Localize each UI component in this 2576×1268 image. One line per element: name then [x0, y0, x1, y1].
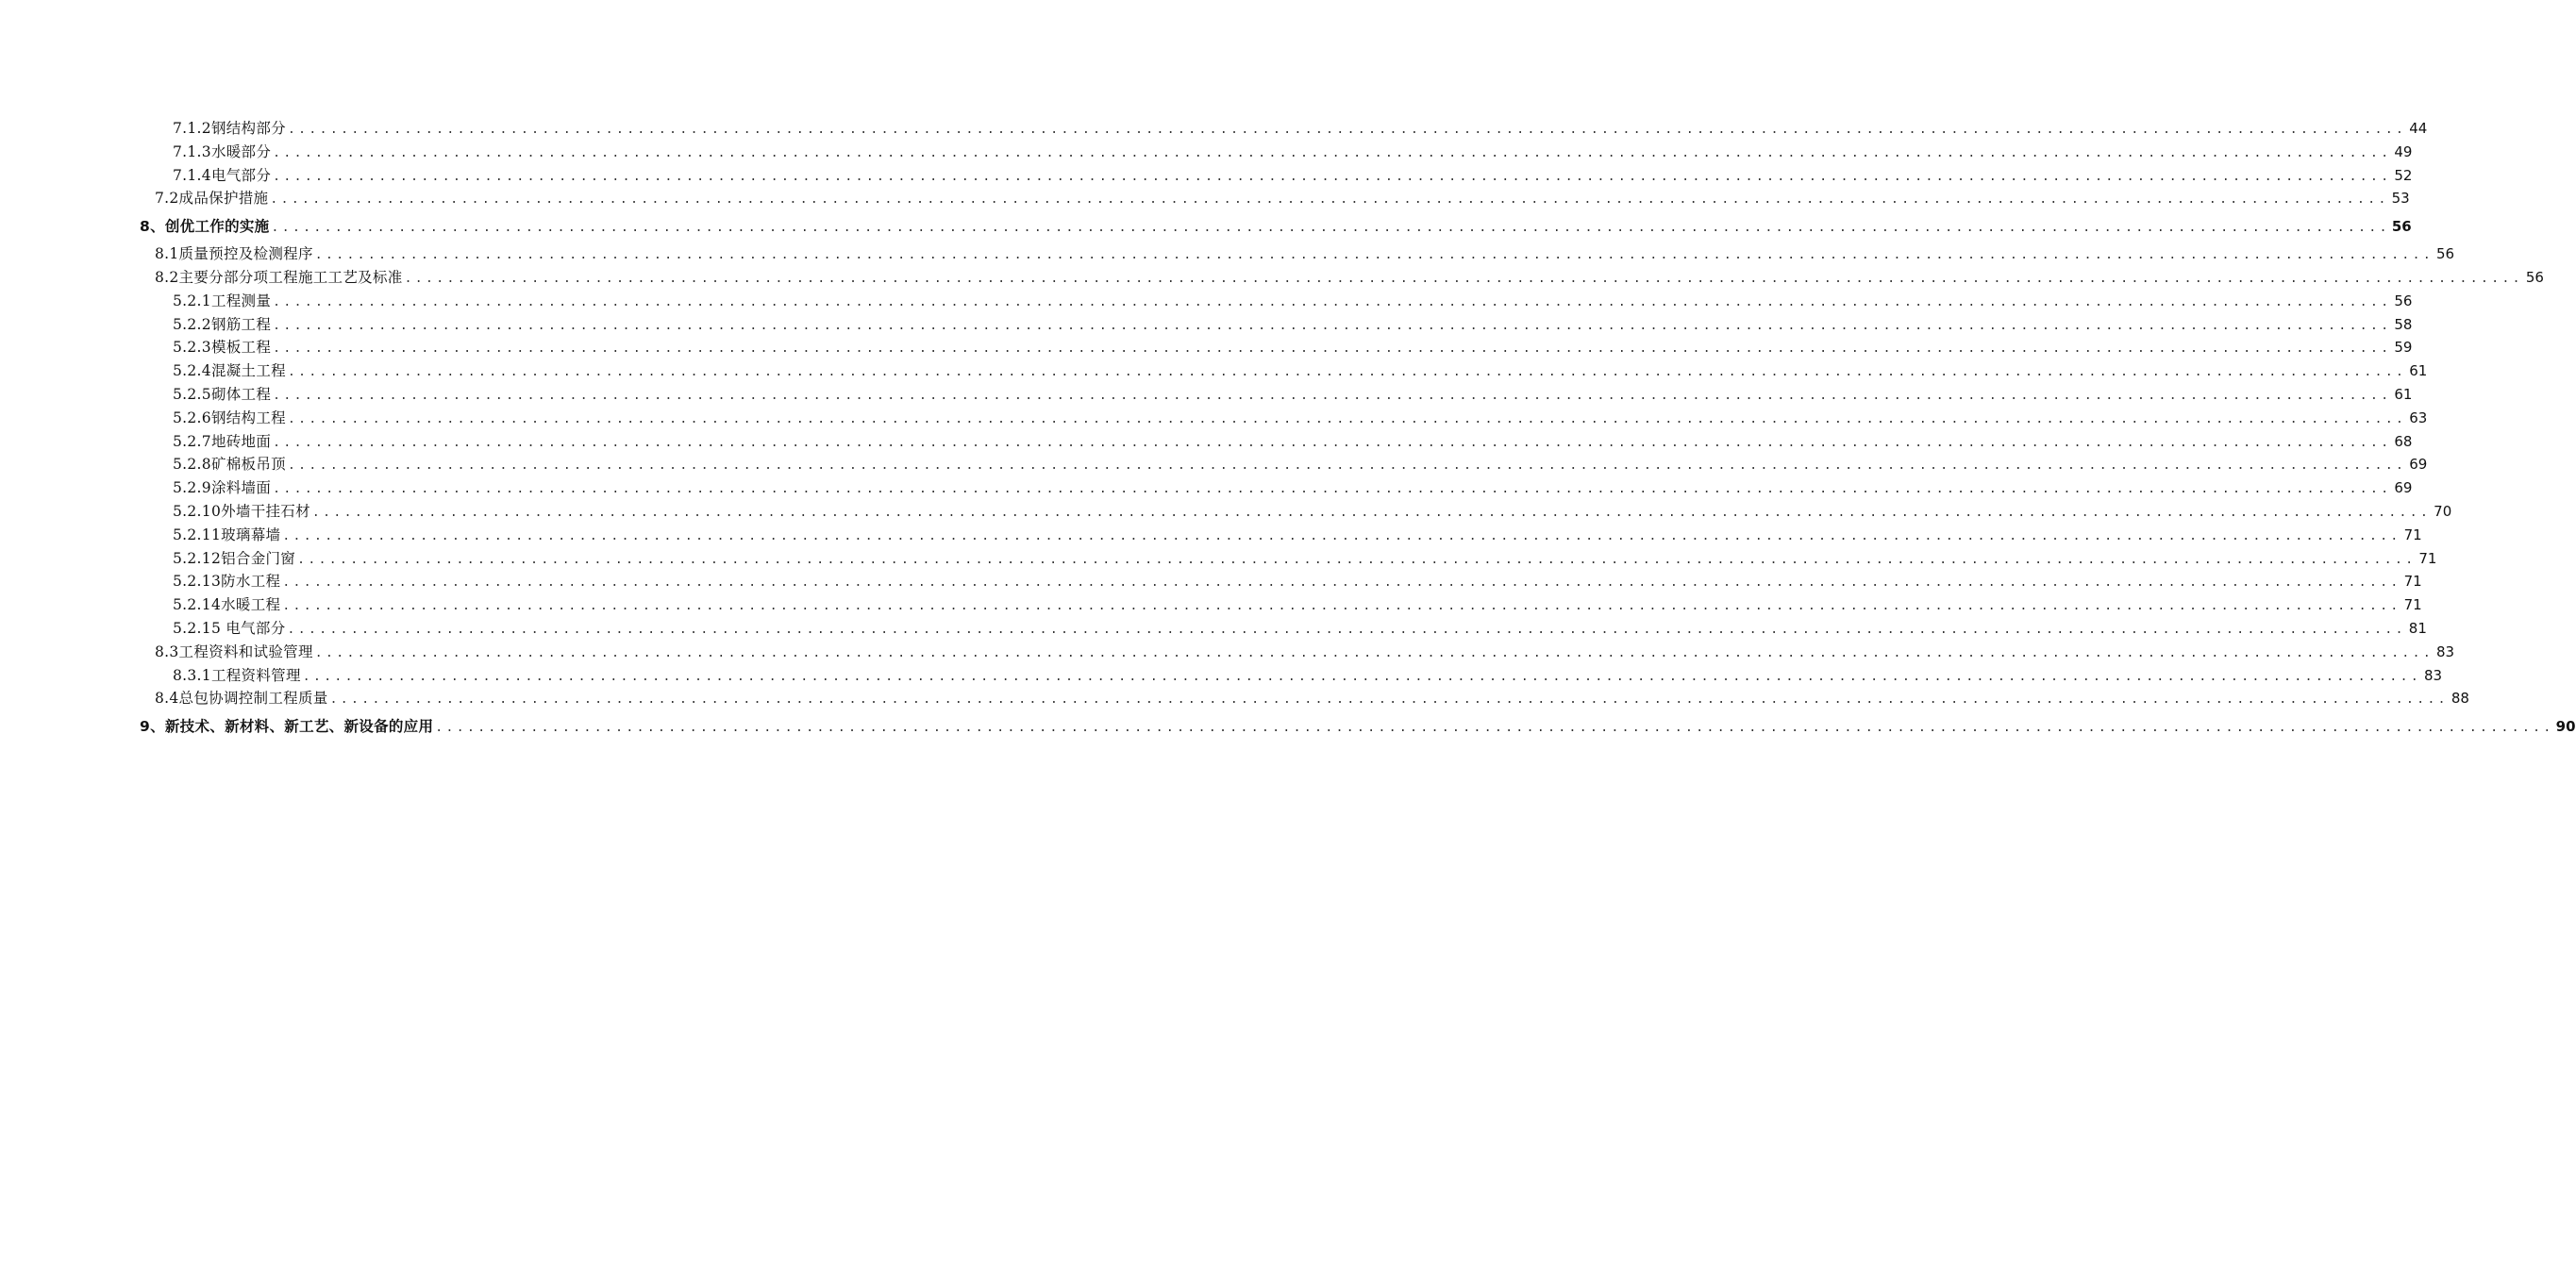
toc-entry-page-number: 56 — [2394, 292, 2413, 309]
dot-leader: ........................................................................................................................................................................................................ — [273, 294, 2392, 309]
toc-entry[interactable] — [0, 617, 2427, 641]
toc-entry-page-number: 61 — [2394, 385, 2413, 403]
toc-entry-page-number: 69 — [2394, 479, 2413, 497]
toc-entry-label: 5.2.11玻璃幕墙 — [173, 526, 281, 543]
toc-entry-label: 5.2.6钢结构工程 — [173, 409, 286, 426]
toc-entry-page-number: 71 — [2403, 526, 2422, 543]
toc-entry-label: 5.2.14水暖工程 — [173, 596, 281, 614]
dot-leader: ........................................................................................................................................................................................................ — [314, 645, 2434, 660]
toc-entry[interactable] — [0, 242, 2455, 266]
dot-leader: ........................................................................................................................................................................................................ — [287, 123, 2407, 137]
toc-entry-label: 7.2成品保护措施 — [155, 190, 269, 208]
dot-leader: ........................................................................................................................................................................................................ — [282, 599, 2401, 614]
toc-entry-page-number: 44 — [2409, 120, 2428, 137]
toc-entry-label: 5.2.7地砖地面 — [173, 432, 272, 450]
dot-leader: ........................................................................................................................................................................................................ — [314, 248, 2434, 263]
toc-entry-page-number: 71 — [2418, 549, 2437, 567]
toc-entry[interactable] — [0, 313, 2413, 337]
dot-leader: ........................................................................................................................................................................................................ — [273, 342, 2392, 357]
dot-leader: ........................................................................................................................................................................................................ — [287, 459, 2407, 474]
toc-entry[interactable] — [0, 453, 2428, 476]
dot-leader: ........................................................................................................................................................................................................ — [297, 552, 2417, 567]
toc-entry-label: 5.2.12铝合金门窗 — [173, 549, 296, 567]
toc-entry[interactable] — [0, 407, 2428, 430]
toc-entry-page-number: 81 — [2408, 619, 2427, 637]
toc-entry-page-number: 56 — [2436, 245, 2455, 263]
toc-entry-label: 8.3.1工程资料管理 — [173, 666, 301, 684]
toc-entry[interactable] — [0, 383, 2413, 407]
toc-entry-page-number: 56 — [2525, 268, 2544, 286]
toc-entry-page-number: 88 — [2451, 690, 2469, 708]
toc-entry[interactable] — [0, 117, 2428, 141]
toc-entry-label: 9、新技术、新材料、新工艺、新设备的应用 — [140, 718, 434, 736]
dot-leader: ........................................................................................................................................................................................................ — [273, 145, 2392, 160]
toc-entry-page-number: 58 — [2394, 315, 2413, 333]
toc-entry[interactable] — [0, 687, 2469, 710]
toc-entry-label: 8.3工程资料和试验管理 — [155, 642, 313, 660]
toc-entry-page-number: 69 — [2409, 456, 2428, 474]
toc-entry[interactable] — [0, 210, 2412, 242]
toc-entry[interactable] — [0, 430, 2413, 454]
toc-entry-label: 5.2.13防水工程 — [173, 573, 281, 591]
dot-leader: ........................................................................................................................................................................................................ — [273, 318, 2392, 333]
dot-leader: ........................................................................................................................................................................................................ — [404, 271, 2523, 286]
toc-entry[interactable] — [0, 710, 2576, 742]
toc-entry-label: 5.2.15 电气部分 — [173, 619, 286, 637]
toc-entry-label: 5.2.5砌体工程 — [173, 385, 272, 403]
toc-entry-page-number: 90 — [2555, 718, 2576, 736]
toc-entry-page-number: 61 — [2409, 362, 2428, 380]
toc-entry-page-number: 53 — [2391, 190, 2410, 208]
toc-entry-label: 5.2.2钢筋工程 — [173, 315, 272, 333]
toc-entry-page-number: 49 — [2394, 142, 2413, 160]
toc-entry[interactable] — [0, 593, 2422, 617]
toc-entry[interactable] — [0, 547, 2437, 571]
toc-entry-page-number: 70 — [2434, 502, 2452, 520]
toc-entry-label: 8.1质量预控及检测程序 — [155, 245, 313, 263]
dot-leader: ........................................................................................................................................................................................................ — [287, 365, 2407, 380]
dot-leader: ........................................................................................................................................................................................................ — [273, 169, 2392, 184]
dot-leader: ........................................................................................................................................................................................................ — [271, 221, 2390, 236]
toc-entry-label: 5.2.10外墙干挂石材 — [173, 502, 310, 520]
toc-entry[interactable] — [0, 164, 2413, 188]
toc-entry[interactable] — [0, 664, 2443, 688]
toc-entry-label: 5.2.8矿棉板吊顶 — [173, 456, 286, 474]
toc-entry[interactable] — [0, 141, 2413, 164]
toc-entry[interactable] — [0, 500, 2452, 524]
toc-entry-label: 5.2.3模板工程 — [173, 339, 272, 357]
dot-leader: ........................................................................................................................................................................................................ — [311, 505, 2432, 520]
dot-leader: ........................................................................................................................................................................................................ — [273, 482, 2392, 497]
toc-entry-page-number: 71 — [2403, 573, 2422, 591]
toc-entry-label: 7.1.3水暖部分 — [173, 142, 272, 160]
dot-leader: ........................................................................................................................................................................................................ — [270, 192, 2389, 208]
dot-leader: ........................................................................................................................................................................................................ — [273, 435, 2392, 450]
toc-entry-label: 5.2.1工程测量 — [173, 292, 272, 309]
toc-entry-label: 8.4总包协调控制工程质量 — [155, 690, 328, 708]
toc-entry-page-number: 83 — [2424, 666, 2443, 684]
dot-leader: ........................................................................................................................................................................................................ — [282, 576, 2401, 591]
toc-entry-label: 7.1.2钢结构部分 — [173, 120, 286, 137]
toc-entry-label: 5.2.4混凝土工程 — [173, 362, 286, 380]
toc-entry-page-number: 52 — [2394, 166, 2413, 184]
toc-entry-page-number: 63 — [2409, 409, 2428, 426]
table-of-contents — [0, 117, 2576, 742]
toc-entry[interactable] — [0, 570, 2422, 593]
toc-entry[interactable] — [0, 187, 2410, 210]
toc-entry[interactable] — [0, 476, 2413, 500]
toc-entry[interactable] — [0, 641, 2455, 664]
toc-entry-page-number: 68 — [2394, 432, 2413, 450]
toc-entry[interactable] — [0, 524, 2422, 547]
toc-entry[interactable] — [0, 266, 2544, 290]
toc-entry-page-number: 83 — [2436, 642, 2455, 660]
toc-entry-label: 7.1.4电气部分 — [173, 166, 272, 184]
dot-leader: ........................................................................................................................................................................................................ — [287, 411, 2407, 426]
toc-entry[interactable] — [0, 336, 2413, 359]
dot-leader: ........................................................................................................................................................................................................ — [282, 528, 2401, 543]
dot-leader: ........................................................................................................................................................................................................ — [273, 388, 2392, 403]
dot-leader: ........................................................................................................................................................................................................ — [435, 721, 2554, 736]
toc-entry-label: 8、创优工作的实施 — [140, 218, 270, 236]
toc-entry-label: 8.2主要分部分项工程施工工艺及标准 — [155, 268, 403, 286]
toc-entry[interactable] — [0, 359, 2428, 383]
toc-entry[interactable] — [0, 290, 2413, 313]
dot-leader: ........................................................................................................................................................................................................ — [302, 669, 2422, 684]
toc-entry-page-number: 71 — [2403, 596, 2422, 614]
toc-entry-label: 5.2.9涂料墙面 — [173, 479, 272, 497]
toc-entry-page-number: 59 — [2394, 339, 2413, 357]
dot-leader: ........................................................................................................................................................................................................ — [287, 622, 2406, 637]
dot-leader: ........................................................................................................................................................................................................ — [329, 692, 2449, 708]
toc-entry-page-number: 56 — [2391, 218, 2412, 236]
